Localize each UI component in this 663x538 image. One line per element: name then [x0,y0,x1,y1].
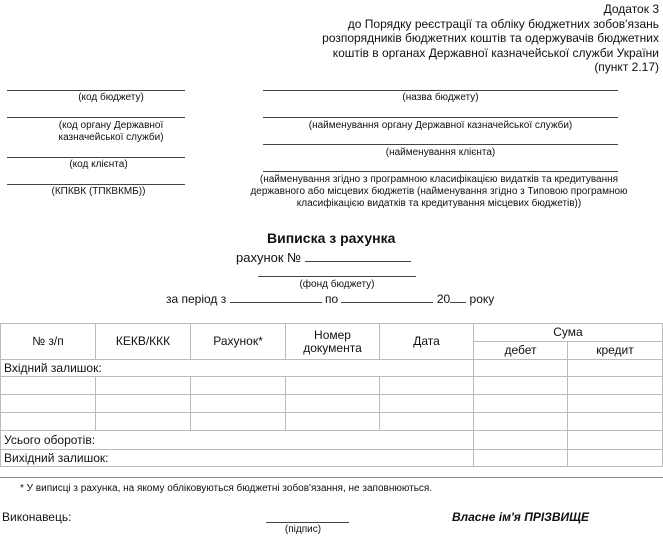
treasury-code-caption-2: казначейської служби) [58,132,164,143]
table-cell[interactable] [286,395,380,413]
kpkvk-line[interactable] [7,184,185,185]
treasury-code-line[interactable] [7,117,185,118]
client-name-line[interactable] [263,144,618,145]
treasury-name-line[interactable] [263,117,618,118]
table-cell[interactable] [1,413,96,431]
table-header-row [1,324,663,342]
classification-caption-2: державного або місцевих бюджетів (найменування згідно з Типовою програмною [250,186,628,197]
table-cell[interactable] [568,395,663,413]
budget-name-caption: (назва бюджету) [402,92,479,103]
fund-caption: (фонд бюджету) [299,279,375,290]
table-cell[interactable] [380,413,474,431]
header-date: Дата [380,324,474,360]
classification-line[interactable] [263,171,618,172]
kpkvk-caption: (КПКВК (ТПКВКМБ)) [51,186,146,197]
year-prefix: 20 [436,292,451,306]
classification-caption [215,174,663,210]
executor-name: Власне ім'я ПРІЗВИЩЕ [452,510,590,524]
header-account: Рахунок* [191,324,286,360]
table-cell[interactable] [1,377,96,395]
table-cell[interactable] [568,377,663,395]
account-number-label: рахунок № [236,250,302,265]
header-doc-number: Номер документа [286,324,380,360]
period-from-input[interactable] [230,292,322,303]
closing-debit-cell[interactable] [474,450,568,467]
table-cell[interactable] [286,413,380,431]
account-number-row [236,250,411,265]
period-prefix: за період з [166,292,227,306]
appendix-number: Додаток 3 [603,2,659,16]
turnover-total-label: Усього оборотів: [1,431,474,450]
header-credit: кредит [568,342,663,360]
appendix-ref-line-2: розпорядників бюджетних коштів та одержувачів бюджетних [322,31,659,45]
header-num: № з/п [1,324,96,360]
classification-caption-1: (найменування згідно з програмною класифікацією видатків та кредитування [259,174,619,185]
header-debit: дебет [474,342,568,360]
table-cell[interactable] [380,377,474,395]
table-cell[interactable] [1,395,96,413]
table-cell[interactable] [380,395,474,413]
period-to-label: по [324,292,339,306]
treasury-name-caption: (найменування органу Державної казначейської служби) [308,120,573,131]
turnover-total-row [1,431,663,450]
budget-code-line[interactable] [7,90,185,91]
closing-balance-row [1,450,663,467]
classification-caption-3: класифікацією видатків та кредитування місцевих бюджетів)) [296,198,582,209]
turnover-debit-cell[interactable] [474,431,568,450]
table-cell[interactable] [286,377,380,395]
budget-code-caption: (код бюджету) [78,92,144,103]
opening-debit-cell[interactable] [474,360,568,377]
header-kekv: КЕКВ/ККК [96,324,191,360]
period-to-input[interactable] [341,292,433,303]
statement-table [0,323,663,467]
appendix-header [322,2,659,75]
table-cell[interactable] [191,413,286,431]
budget-name-line[interactable] [263,90,618,91]
executor-label: Виконавець: [2,510,72,524]
client-name-caption: (найменування клієнта) [385,147,496,158]
turnover-credit-cell[interactable] [568,431,663,450]
treasury-code-caption-1: (код органу Державної [58,120,164,131]
closing-balance-label: Вихідний залишок: [1,450,474,467]
year-suffix: року [469,292,495,306]
table-cell[interactable] [474,413,568,431]
signature-caption: (підпис) [284,524,322,535]
table-cell[interactable] [191,377,286,395]
client-code-line[interactable] [7,157,185,158]
table-cell[interactable] [191,395,286,413]
appendix-ref-line-1: до Порядку реєстрації та обліку бюджетних зобов'язань [347,16,659,31]
table-row [1,413,663,431]
period-row [166,292,494,306]
treasury-code-caption [7,120,215,144]
page-title: Виписка з рахунка [267,230,396,246]
opening-credit-cell[interactable] [568,360,663,377]
table-cell[interactable] [96,395,191,413]
table-cell[interactable] [96,377,191,395]
table-row [1,377,663,395]
account-number-input[interactable] [305,251,411,262]
opening-balance-row [1,360,663,377]
table-cell[interactable] [474,377,568,395]
closing-credit-cell[interactable] [568,450,663,467]
appendix-clause: (пункт 2.17) [594,60,659,74]
opening-balance-label: Вхідний залишок: [1,360,474,377]
table-cell[interactable] [474,395,568,413]
footnote: * У виписці з рахунка, на якому обліковуються бюджетні зобов'язання, не заповнюються. [20,483,433,494]
table-bottom-divider [0,477,663,478]
table-row [1,395,663,413]
table-cell[interactable] [96,413,191,431]
header-sum: Сума [474,324,663,342]
fund-line[interactable] [258,276,416,277]
signature-line[interactable] [266,522,349,523]
appendix-ref-line-3: коштів в органах Державної казначейської служби України [332,45,659,60]
table-cell[interactable] [568,413,663,431]
year-input[interactable] [450,292,466,303]
client-code-caption: (код клієнта) [69,159,128,170]
